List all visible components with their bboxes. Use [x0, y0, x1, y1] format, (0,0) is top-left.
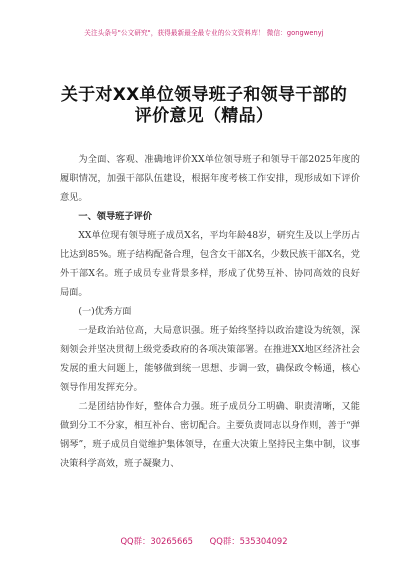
document-body — [60, 150, 360, 473]
body-paragraph: 二是团结协作好，整体合力强。班子成员分工明确、职责清晰，又能做到分工不分家，相互补台、密切配合。主要负责同志以身作则，善于“弹钢琴”，班子成员自觉维护集体领导，在重大决策上坚持民主集中制，议事决策科学高效，班子凝聚力、 — [60, 401, 360, 469]
qq-group-1: QQ群：30265665 — [120, 536, 193, 546]
document-title-line2: 评价意见（精品） — [134, 106, 274, 126]
body-paragraph: 一是政治站位高，大局意识强。班子始终坚持以政治建设为统领，深刻领会并坚决贯彻上级党委政府的各项决策部署。在推进XX地区经济社会发展的重大问题上，能够做到统一思想、步调一致，确保政令畅通，核心领导作用发挥充分。 — [60, 325, 360, 393]
qq-group-2: QQ群：535304092 — [209, 536, 288, 546]
body-paragraph: XX单位现有领导班子成员X名，平均年龄48岁，研究生及以上学历占比达到85%。班子结构配备合理，包含女干部X名，少数民族干部X名，党外干部X名。班子成员专业背景多样，形成了优势互补、协同高效的良好局面。 — [60, 230, 360, 298]
document-title-line1: 关于对XX单位领导班子和领导干部的 — [60, 85, 348, 105]
promo-banner: 关注头条号"公文研究"，获得最新最全最专业的公文资料库！ 微信：gongwenyj — [84, 29, 324, 37]
footer-contact — [0, 535, 408, 547]
intro-paragraph: 为全面、客观、准确地评价XX单位领导班子和领导干部2025年度的履职情况，加强干部队伍建设，根据年度考核工作安排，现形成如下评价意见。 — [60, 154, 360, 203]
subsection-heading: (一)优秀方面 — [78, 306, 132, 317]
section-heading: 一、领导班子评价 — [78, 211, 152, 222]
